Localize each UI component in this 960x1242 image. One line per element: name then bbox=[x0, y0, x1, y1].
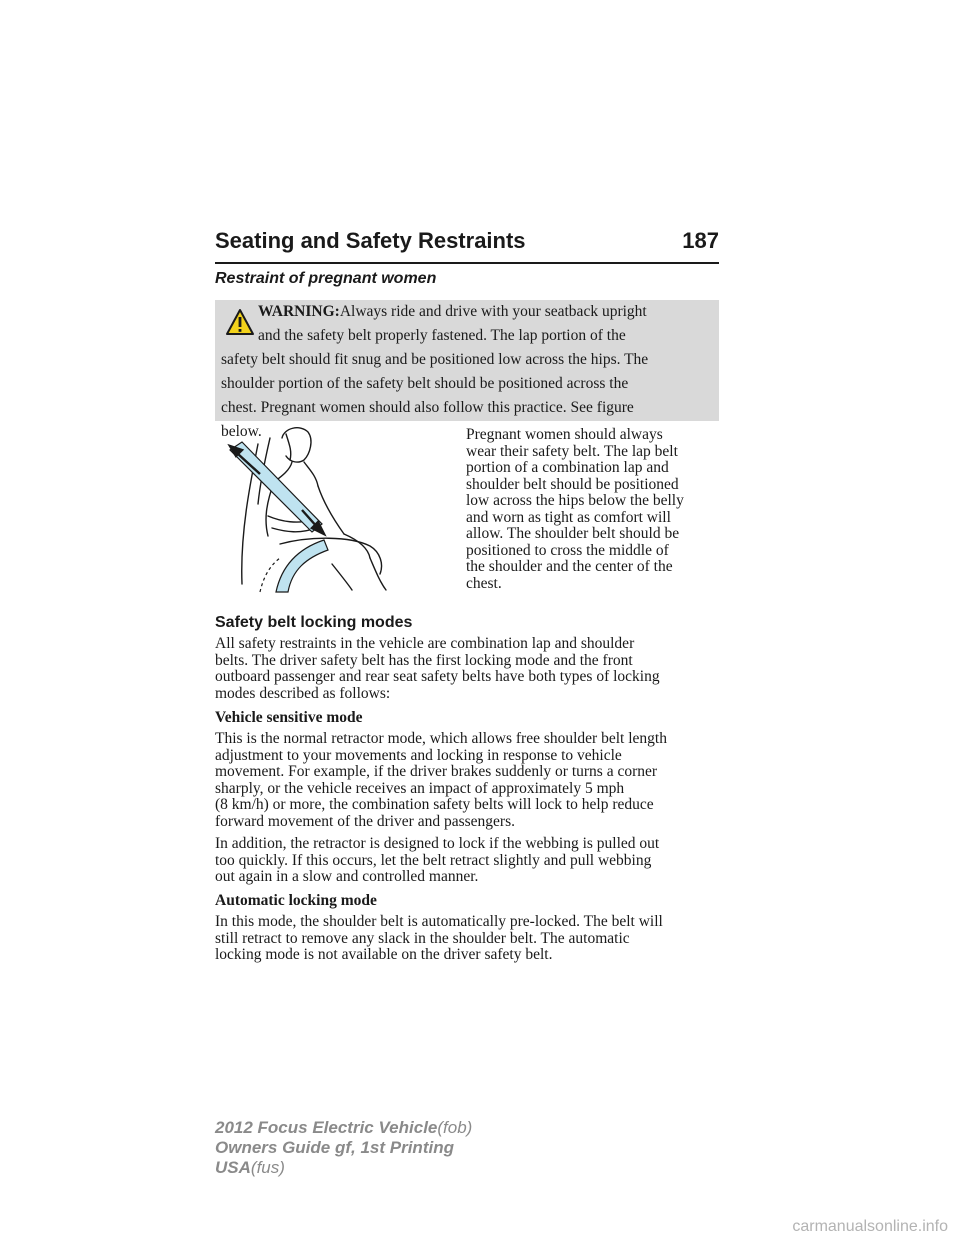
footer-line-3: USA(fus) bbox=[215, 1158, 285, 1177]
locking-intro: All safety restraints in the vehicle are combination lap and shoulder belts. The driver safety belt has the first locking mode and the front outboard passenger and rear seat safety belts have both types of locking modes described as follows: bbox=[215, 635, 660, 702]
section-title-locking: Safety belt locking modes bbox=[215, 614, 413, 631]
warning-line-1: WARNING:Always ride and drive with your seatback upright bbox=[258, 303, 647, 320]
warning-line-2: and the safety belt properly fastened. The lap portion of the bbox=[258, 327, 626, 344]
page-number: 187 bbox=[682, 228, 719, 253]
warning-line-5: chest. Pregnant women should also follow this practice. See figure bbox=[221, 399, 634, 416]
pregnant-description: Pregnant women should always wear their safety belt. The lap belt portion of a combination lap and shoulder belt should be positioned low across the hips below the belly and worn as tight as comfort will allow. The shoulder belt should be positioned to cross the middle of the shoulder and the center of the chest. bbox=[466, 426, 684, 592]
section-title-pregnant: Restraint of pregnant women bbox=[215, 270, 437, 287]
warning-box bbox=[215, 300, 719, 440]
automatic-locking-para: In this mode, the shoulder belt is automatically pre-locked. The belt will still retract to remove any slack in the shoulder belt. The automatic locking mode is not available on the driver safety belt. bbox=[215, 913, 663, 964]
vehicle-sensitive-heading: Vehicle sensitive mode bbox=[215, 709, 363, 726]
warning-line-6: below. bbox=[221, 423, 262, 440]
warning-line-4: shoulder portion of the safety belt should be positioned across the bbox=[221, 375, 629, 392]
vehicle-sensitive-para-2: In addition, the retractor is designed to lock if the webbing is pulled out too quickly. If this occurs, let the belt retract slightly and pull webbing out again in a slow and controlled manner. bbox=[215, 835, 660, 886]
automatic-locking-heading: Automatic locking mode bbox=[215, 892, 377, 909]
chapter-title: Seating and Safety Restraints bbox=[215, 228, 526, 253]
warning-text bbox=[215, 300, 719, 444]
pregnant-woman-seatbelt-illustration bbox=[220, 424, 400, 594]
watermark-link[interactable]: carmanualsonline.info bbox=[792, 1218, 948, 1235]
footer-line-2: Owners Guide gf, 1st Printing bbox=[215, 1138, 454, 1157]
vehicle-sensitive-para-1: This is the normal retractor mode, which allows free shoulder belt length adjustment to your movements and locking in response to vehicle movement. For example, if the driver brakes suddenly or turns a corner sharply, or the vehicle receives an impact of approximately 5 mph (8 km/h) or more, the combination safety belts will lock to help reduce forward movement of the driver and passengers. bbox=[215, 730, 667, 830]
print-footer bbox=[215, 1118, 472, 1178]
warning-label: WARNING: bbox=[258, 303, 340, 320]
footer-line-1: 2012 Focus Electric Vehicle(fob) bbox=[215, 1118, 473, 1137]
warning-line-3: safety belt should fit snug and be positioned low across the hips. The bbox=[221, 351, 649, 368]
page-header bbox=[215, 228, 719, 264]
